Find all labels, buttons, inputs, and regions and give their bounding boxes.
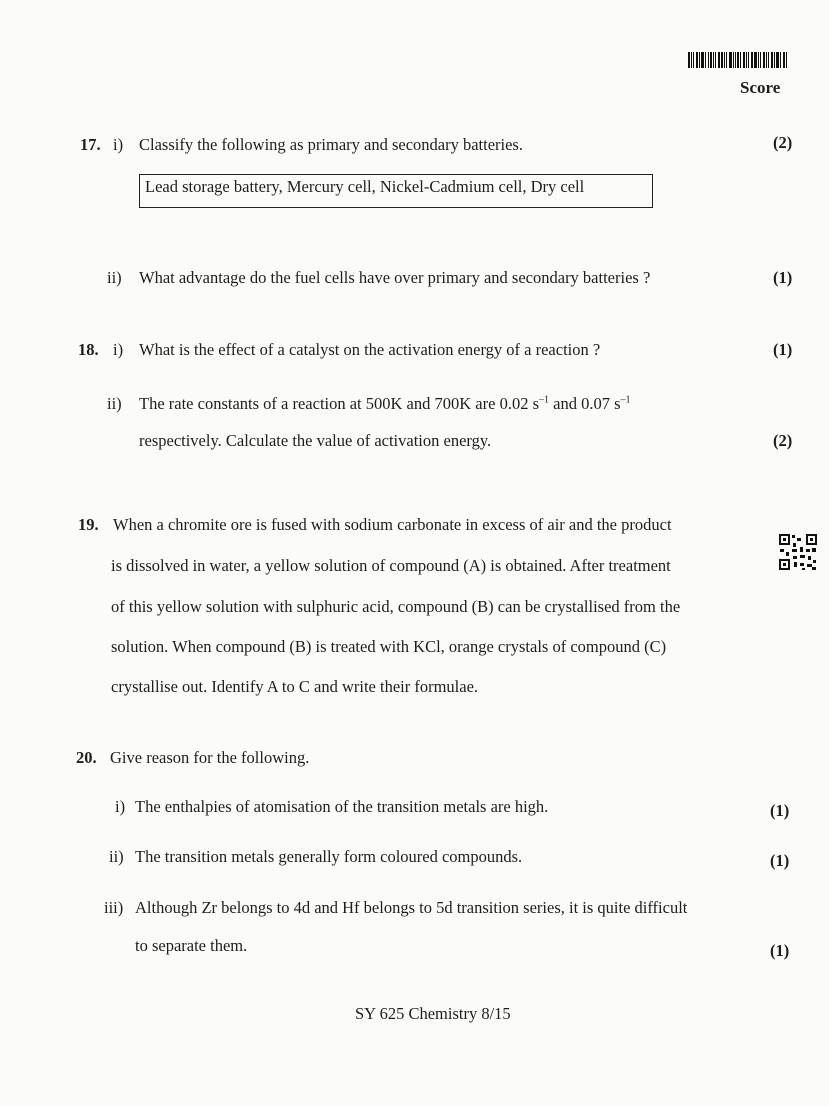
barcode-bar xyxy=(691,52,692,68)
q17-number: 17. xyxy=(80,135,101,154)
barcode-bar xyxy=(710,52,712,68)
barcode-bar xyxy=(721,52,723,68)
q17-battery-list-box: Lead storage battery, Mercury cell, Nickel-Cadmium cell, Dry cell xyxy=(139,174,653,208)
score-label: Score xyxy=(740,78,781,97)
barcode-bar xyxy=(715,52,716,68)
barcode-bar xyxy=(771,52,773,68)
q18-part2-sup1: –1 xyxy=(539,394,549,406)
barcode-bar xyxy=(768,52,769,68)
q18-part2-sup2: –1 xyxy=(620,394,631,406)
barcode-bar xyxy=(783,52,785,68)
barcode-bar xyxy=(724,52,725,68)
barcode-bar xyxy=(751,52,753,68)
q20-part1-label: i) xyxy=(115,797,126,816)
q19-line: of this yellow solution with sulphuric acid, compound (B) can be crystallised from the xyxy=(111,597,681,616)
q20-part2-label: ii) xyxy=(109,847,124,866)
q20-part2-marks: (1) xyxy=(770,851,790,870)
barcode-bar xyxy=(705,52,706,68)
page-footer: SY 625 Chemistry 8/15 xyxy=(355,1004,511,1023)
barcode-bar xyxy=(726,52,727,68)
q19-number: 19. xyxy=(78,515,99,534)
barcode-bar xyxy=(754,52,757,68)
barcode-bar xyxy=(748,52,749,68)
barcode-bar xyxy=(786,52,787,68)
q18-part2-marks: (2) xyxy=(773,431,793,450)
barcode-bar xyxy=(737,52,739,68)
q18-part1-text: What is the effect of a catalyst on the activation energy of a reaction ? xyxy=(139,340,601,359)
qr-code xyxy=(778,533,818,571)
barcode-bar xyxy=(740,52,741,68)
q20-intro: Give reason for the following. xyxy=(110,748,310,767)
barcode-bar xyxy=(763,52,765,68)
q17-part2-marks: (1) xyxy=(773,268,793,287)
barcode-bar xyxy=(699,52,700,68)
q18-part1-marks: (1) xyxy=(773,340,793,359)
barcode-bar xyxy=(708,52,709,68)
q18-part2-line1-b: and 0.07 s xyxy=(549,394,621,413)
barcode-bar xyxy=(713,52,714,68)
barcode-bar xyxy=(760,52,761,68)
q18-part1-label: i) xyxy=(113,340,124,359)
q18-number: 18. xyxy=(78,340,99,359)
q18-part2-line1-a: The rate constants of a reaction at 500K and 700K are 0.02 s xyxy=(139,394,539,413)
q20-part3-line1: Although Zr belongs to 4d and Hf belongs to 5d transition series, it is quite difficult xyxy=(135,898,688,917)
barcode-bar xyxy=(776,52,779,68)
barcode-bar xyxy=(688,52,690,68)
q19-line: crystallise out. Identify A to C and write their formulae. xyxy=(111,677,479,696)
barcode-bar xyxy=(746,52,747,68)
barcode-bar xyxy=(733,52,734,68)
q20-part3-marks: (1) xyxy=(770,941,790,960)
barcode-bar xyxy=(758,52,759,68)
q17-part1-label: i) xyxy=(113,135,124,154)
barcode xyxy=(688,52,796,68)
q20-part2-text: The transition metals generally form coloured compounds. xyxy=(135,847,523,866)
barcode-bar xyxy=(693,52,694,68)
q20-part3-label: iii) xyxy=(104,898,124,917)
q18-part2-line1 xyxy=(139,394,631,414)
barcode-bar xyxy=(718,52,720,68)
q19-line: solution. When compound (B) is treated with KCl, orange crystals of compound (C) xyxy=(111,637,667,656)
q17-part1-text: Classify the following as primary and secondary batteries. xyxy=(139,135,523,154)
barcode-bar xyxy=(696,52,698,68)
barcode-bar xyxy=(780,52,781,68)
barcode-bar xyxy=(766,52,767,68)
barcode-bar xyxy=(774,52,775,68)
q20-part3-line2: to separate them. xyxy=(135,936,248,955)
q17-part2-label: ii) xyxy=(107,268,122,287)
q18-part2-label: ii) xyxy=(107,394,122,413)
barcode-bar xyxy=(729,52,732,68)
barcode-bar xyxy=(743,52,745,68)
q20-part1-marks: (1) xyxy=(770,801,790,820)
q17-part1-marks: (2) xyxy=(773,133,793,152)
q18-part2-line2: respectively. Calculate the value of activation energy. xyxy=(139,431,492,450)
barcode-bar xyxy=(735,52,736,68)
q20-number: 20. xyxy=(76,748,97,767)
q20-part1-text: The enthalpies of atomisation of the transition metals are high. xyxy=(135,797,549,816)
barcode-bar xyxy=(701,52,704,68)
q19-line: When a chromite ore is fused with sodium carbonate in excess of air and the product xyxy=(113,515,672,534)
q19-line: is dissolved in water, a yellow solution of compound (A) is obtained. After treatment xyxy=(111,556,671,575)
q17-part2-text: What advantage do the fuel cells have over primary and secondary batteries ? xyxy=(139,268,651,287)
